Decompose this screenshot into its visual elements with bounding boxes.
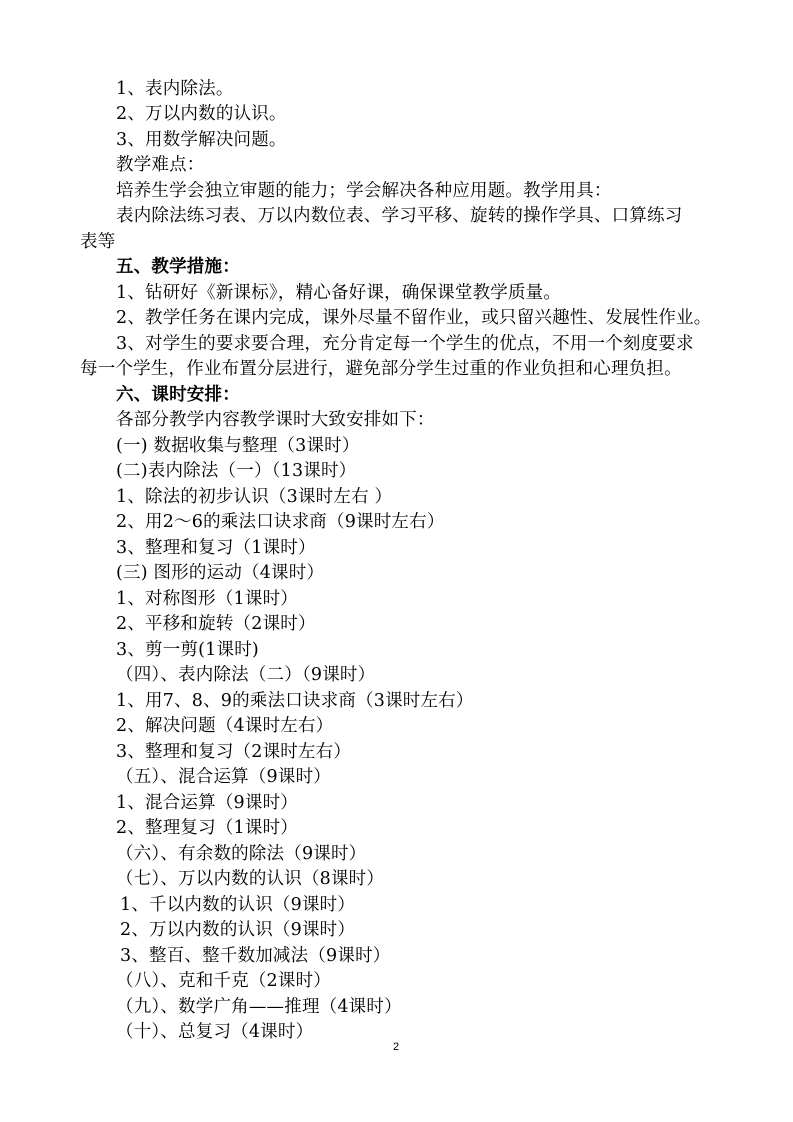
text-line: （八）、克和千克（2课时） (116, 971, 331, 991)
text-line: 1、表内除法。 (116, 79, 234, 99)
text-line: （十）、总复习（4课时） (116, 1022, 314, 1042)
text-line: 2、解决问题（4课时左右） (116, 716, 334, 736)
text-line: 表内除法练习表、万以内数位表、学习平移、旋转的操作学具、口算练习 (116, 206, 683, 226)
text-line: 1、用7、8、9的乘法口诀求商（3课时左右） (116, 691, 474, 711)
text-line: 3、对学生的要求要合理，充分肯定每一个学生的优点，不用一个刻度要求 (116, 334, 694, 354)
text-line: 3、整百、整千数加减法（9课时） (120, 946, 391, 966)
text-line: 1、除法的初步认识（3课时左右 ） (116, 487, 393, 507)
text-line: 2、万以内数的认识（9课时） (120, 920, 356, 940)
section-heading: 六、课时安排： (116, 385, 240, 405)
text-line: 各部分教学内容教学课时大致安排如下： (116, 410, 435, 430)
text-line: 1、钻研好《新课标》，精心备好课，确保课堂教学质量。 (116, 283, 562, 303)
text-line: （五）、混合运算（9课时） (116, 767, 331, 787)
text-line: (三) 图形的运动（4课时） (116, 563, 325, 583)
text-line: （六）、有余数的除法（9课时） (116, 844, 367, 864)
text-line: 2、平移和旋转（2课时） (116, 614, 316, 634)
text-line: 培养生学会独立审题的能力；学会解决各种应用题。教学用具： (116, 181, 612, 201)
section-heading: 五、教学措施： (116, 257, 240, 277)
text-line: （四）、表内除法（二）（9课时） (116, 665, 376, 685)
text-line: 3、整理和复习（1课时） (116, 538, 316, 558)
text-line: 教学难点： (116, 155, 205, 175)
text-line: 3、剪一剪(1课时) (116, 640, 259, 660)
text-line: 表等 (80, 232, 116, 252)
text-line: (二)表内除法（一）（13课时） (116, 461, 357, 481)
text-line: 2、教学任务在课内完成，课外尽量不留作业，或只留兴趣性、发展性作业。 (116, 308, 712, 328)
text-line: 1、对称图形（1课时） (116, 589, 298, 609)
text-line: 每一个学生，作业布置分层进行，避免部分学生过重的作业负担和心理负担。 (80, 359, 682, 379)
text-line: 3、整理和复习（2课时左右） (116, 742, 352, 762)
text-line: （七）、万以内数的认识（8课时） (116, 869, 385, 889)
text-line: 2、整理复习（1课时） (116, 818, 298, 838)
text-line: (一) 数据收集与整理（3课时） (116, 436, 360, 456)
text-line: 1、千以内数的认识（9课时） (120, 895, 356, 915)
text-line: 2、万以内数的认识。 (116, 104, 287, 124)
text-line: 1、混合运算（9课时） (116, 793, 298, 813)
text-line: 3、用数学解决问题。 (116, 130, 287, 150)
text-line: （九）、数学广角——推理（4课时） (116, 997, 402, 1017)
text-line: 2、用2～6的乘法口诀求商（9课时左右） (116, 512, 445, 532)
page-number: 2 (393, 1041, 400, 1053)
